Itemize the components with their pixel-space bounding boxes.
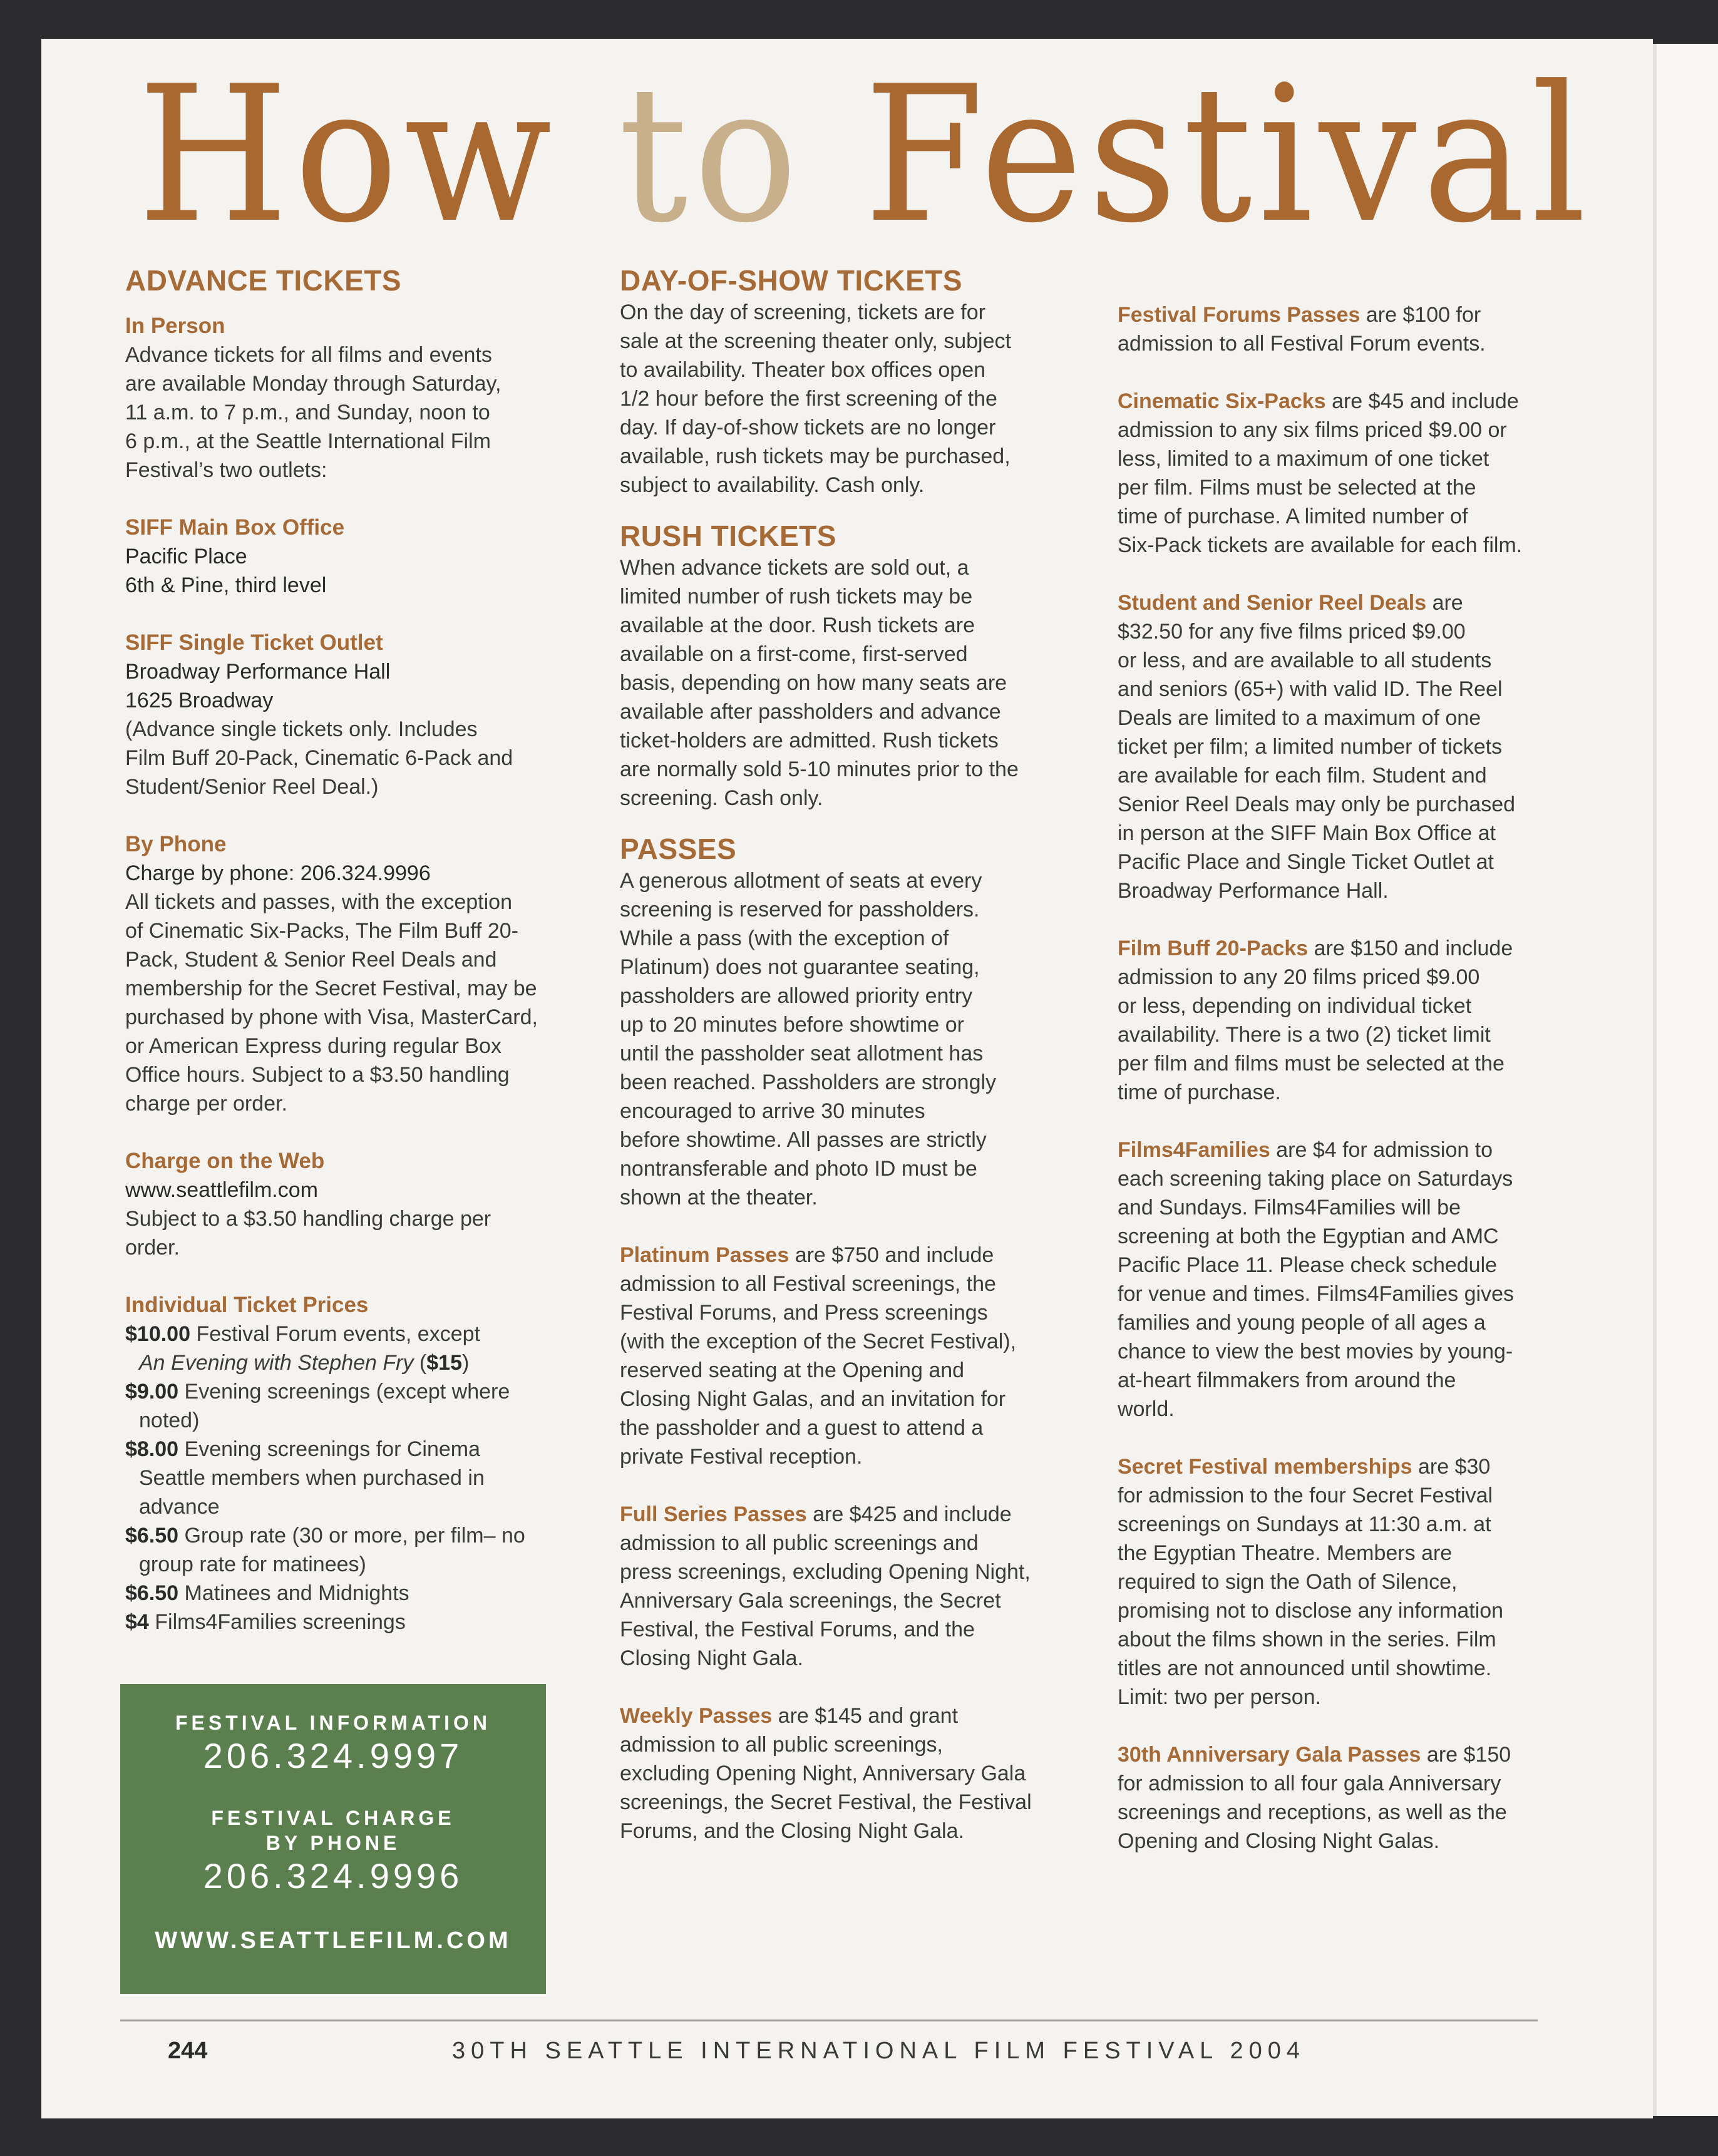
festival-info-phone: 206.324.9997 [203,1736,463,1775]
festival-website: WWW.SEATTLEFILM.COM [155,1928,512,1954]
main-box-office-address: Pacific Place 6th & Pine, third level [125,545,327,597]
six-packs-text: Cinematic Six-Packs are $45 and include admission to any six films priced $9.00 or less, limited to a maximum of one ticket per film. Films must be selected at the time of purchase. A limited number of Six-Pack tickets are available for each film. [1118,389,1523,557]
weekly-passes-text: Weekly Passes are $145 and grant admission to all public screenings, excluding Opening Night, Anniversary Gala screenings, the Secret Festival, the Festival Forums, and the Closing Night Gala. [620,1704,1032,1843]
passes-heading: PASSES [620,833,737,865]
passes-text: A generous allotment of seats at every screening is reserved for passholders. While a pass (with the exception of Platinum) does not guarantee seating, passholders are allowed priority entry up to 20 minutes before showtime or until the passholder seat allotment has been reached. Passholders are strongly encouraged to arrive 30 minutes before showtime. All passes are strictly nontransferable and photo ID must be shown at the theater. [620,869,997,1209]
ticket-prices-label: Individual Ticket Prices [125,1293,369,1317]
web-url: www.seattlefilm.com [125,1178,318,1202]
charge-on-web-label: Charge on the Web [125,1149,325,1173]
full-series-passes-text: Full Series Passes are $425 and include admission to all public screenings and press screenings, excluding Opening Night, Anniversary Gala screenings, the Secret Festival, the Festival Forums, and the Closing Night Gala. [620,1502,1031,1670]
films4families-text: Films4Families are $4 for admission to each screening taking place on Saturdays and Sundays. Films4Families will be screening at both the Egyptian and AMC Pacific Place 11. Please check schedule for venue and times. Films4Families gives families and young people of all ages a chance to view the best movies by young- at-heart filmmakers from around the world. [1118,1138,1515,1421]
rush-tickets-text: When advance tickets are sold out, a limited number of rush tickets may be available at the door. Rush tickets are available on a first-come, first-served basis, depending on how many seats are available after passholders and advance ticket-holders are admitted. Rush tickets are normally sold 5-10 minutes prior to the screening. Cash only. [620,556,1019,810]
festival-info-box [120,1684,546,1994]
charge-by-phone-box-number: 206.324.9996 [203,1856,463,1896]
title-word-how: How [138,46,558,264]
price-item: $9.00 Evening screenings (except where noted) [125,1380,510,1432]
charge-by-phone-label-a: FESTIVAL CHARGE [211,1807,455,1829]
secret-festival-text: Secret Festival memberships are $30 for admission to the four Secret Festival screenings on Sundays at 11:30 a.m. at the Egyptian Theatre. Members are required to sign the Oath of Silence, promising not to disclose any information about the films shown in the series. Film titles are not announced until showtime. Limit: two per person. [1118,1455,1504,1709]
footer-text: 30TH SEATTLE INTERNATIONAL FILM FESTIVAL 2004 [452,2038,1305,2064]
by-phone-label: By Phone [125,832,227,856]
column-passes-detail [1118,300,1556,1856]
day-of-show-heading: DAY-OF-SHOW TICKETS [620,264,963,297]
column-day-of-show [620,263,1064,1845]
festival-info-label: FESTIVAL INFORMATION [175,1712,491,1734]
in-person-label: In Person [125,314,225,338]
price-item: $4 Films4Families screenings [125,1610,406,1634]
by-phone-text: All tickets and passes, with the exception of Cinematic Six-Packs, The Film Buff 20- Pack, Student & Senior Reel Deals and membership for the Secret Festival, may be purchased by phone with Visa, MasterCard, or American Express during regular Box Office hours. Subject to a $3.50 handling charge per order. [125,890,538,1116]
title-word-to: to [618,46,804,264]
price-item: $10.00 Festival Forum events, except An Evening with Stephen Fry ($15) [125,1322,480,1375]
forums-passes-text: Festival Forums Passes are $100 for admission to all Festival Forum events. [1118,303,1486,356]
charge-by-phone-number: Charge by phone: 206.324.9996 [125,861,431,885]
web-handling-text: Subject to a $3.50 handling charge per order. [125,1207,491,1260]
price-item: $8.00 Evening screenings for Cinema Seattle members when purchased in advance [125,1437,485,1519]
page-title [138,46,1592,264]
charge-by-phone-label-b: BY PHONE [265,1832,401,1854]
advance-tickets-heading: ADVANCE TICKETS [125,264,402,297]
single-ticket-outlet-address: Broadway Performance Hall 1625 Broadway [125,660,391,712]
single-ticket-outlet-label: SIFF Single Ticket Outlet [125,630,383,655]
single-ticket-outlet-note: (Advance single tickets only. Includes Film Buff 20-Pack, Cinematic 6-Pack and Student/Senior Reel Deal.) [125,717,513,799]
day-of-show-text: On the day of screening, tickets are for sale at the screening theater only, subject to availability. Theater box offices open 1/2 hour before the first screening of the day. If day-of-show tickets are no longer available, rush tickets may be purchased, subject to availability. Cash only. [620,300,1011,497]
title-word-festival: Festival [864,46,1592,264]
film-buff-text: Film Buff 20-Packs are $150 and include admission to any 20 films priced $9.00 or less, depending on individual ticket availability. There is a two (2) ticket limit per film and films must be selected at the time of purchase. [1118,937,1513,1104]
page-number: 244 [168,2038,208,2064]
main-box-office-label: SIFF Main Box Office [125,515,345,540]
footer-divider [120,2020,1538,2021]
in-person-text: Advance tickets for all films and events are available Monday through Saturday, 11 a.m. to 7 p.m., and Sunday, noon to 6 p.m., at the Seattle International Film Festival’s two outlets: [125,343,502,482]
reel-deals-text: Student and Senior Reel Deals are $32.50 for any five films priced $9.00 or less, and are available to all students and seniors (65+) with valid ID. The Reel Deals are limited to a maximum of one ticket per film; a limited number of tickets are available for each film. Student and Senior Reel Deals may only be purchased in person at the SIFF Main Box Office at Pacific Place and Single Ticket Outlet at Broadway Performance Hall. [1118,591,1516,903]
rush-tickets-heading: RUSH TICKETS [620,520,836,552]
gala-passes-text: 30th Anniversary Gala Passes are $150 for admission to all four gala Anniversary screenings and receptions, as well as the Opening and Closing Night Galas. [1118,1743,1511,1853]
facing-page-edge [1653,44,1718,2116]
column-advance-tickets [125,263,551,1636]
price-item: $6.50 Group rate (30 or more, per film– no group rate for matinees) [125,1524,525,1576]
platinum-passes-text: Platinum Passes are $750 and include admission to all Festival screenings, the Festival Forums, and Press screenings (with the exception of the Secret Festival), reserved seating at the Opening and Closing Night Galas, and an invitation for the passholder and a guest to attend a private Festival reception. [620,1243,1017,1469]
price-item: $6.50 Matinees and Midnights [125,1581,409,1605]
